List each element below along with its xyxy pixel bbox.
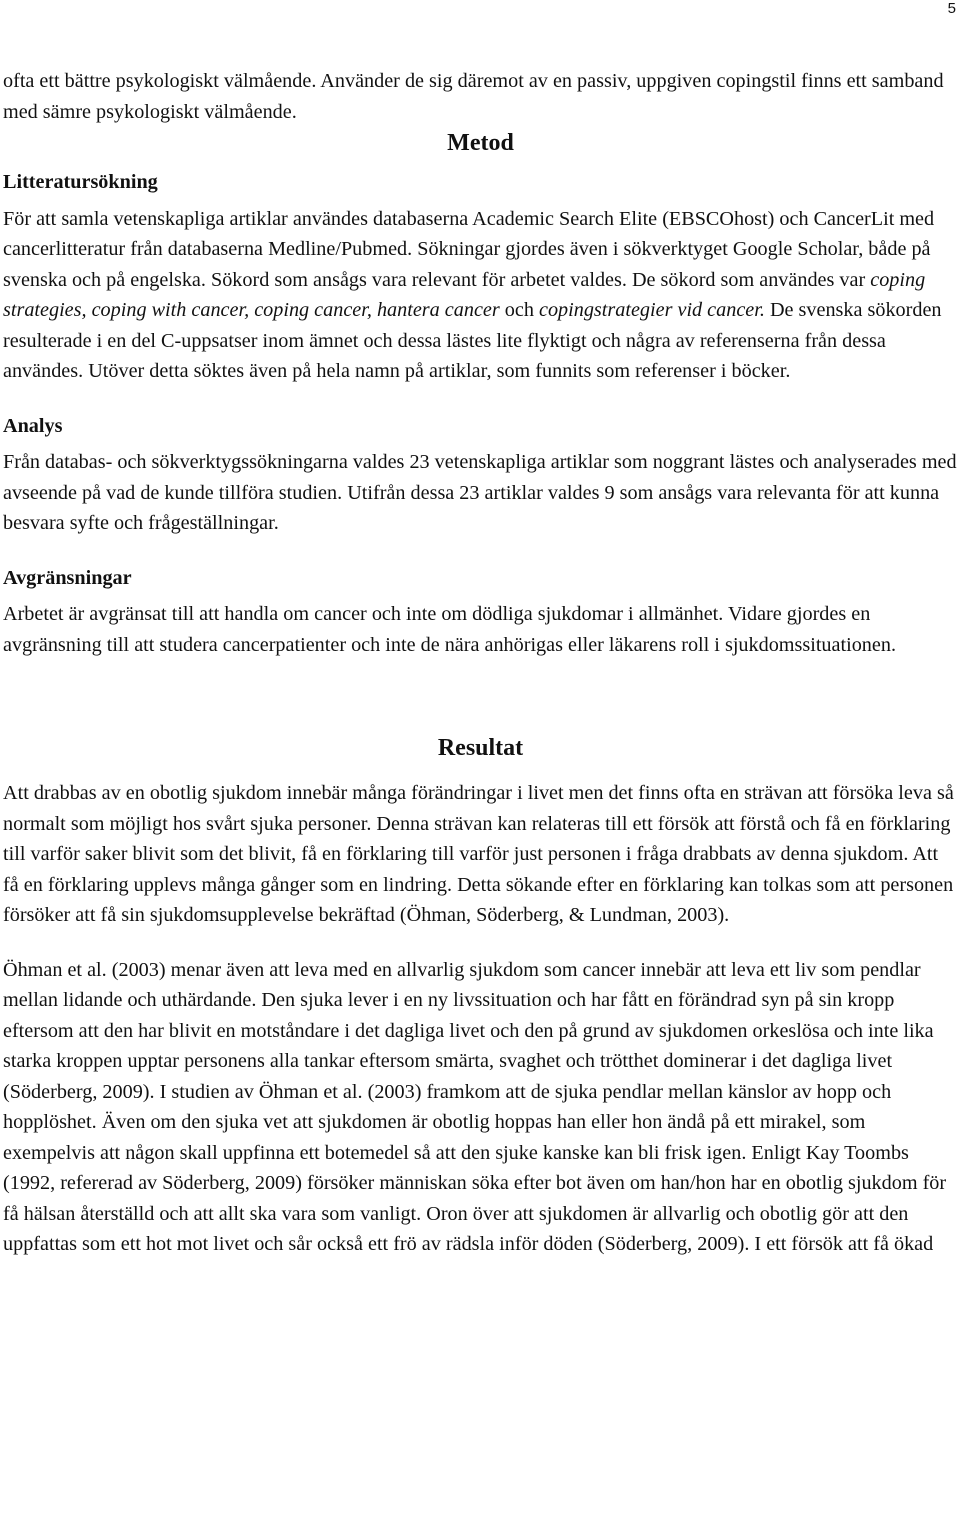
avgransningar-paragraph: Arbetet är avgränsat till att handla om cancer och inte om dödliga sjukdomar i allmänhet. Vidare gjordes en avgränsning till att studera cancerpatienter och inte de nära anhörigas eller läkarens roll i sjukdomssituationen. (3, 603, 896, 656)
resultat-paragraph-1: Att drabbas av en obotlig sjukdom innebär många förändringar i livet men det finns ofta en strävan att försöka leva så normalt som möjligt hos svårt sjuka personer. Denna strävan kan relateras till ett försök att förstå och få en förklaring till varför saker blivit som det blivit, få en förklaring till varför just personen i fråga drabbats av denna sjukdom. Att få en förklaring upplevs många gånger som en lindring. Detta sökande efter en förklaring kan tolkas som att personen försöker att få sin sjukdomsupplevelse bekräftad (Öhman, Söderberg, & Lundman, 2003). (3, 782, 954, 926)
resultat-heading: Resultat (437, 735, 524, 761)
page-number: 5 (947, 0, 956, 17)
litteratursokning-text-1: För att samla vetenskapliga artiklar användes databaserna Academic Search Elite (EBSCOhost) och CancerLit med cancerlitteratur från databaserna Medline/Pubmed. Sökningar gjordes även i sökverktyget Google Scholar, både på svenska och på engelska. Sökord som ansågs vara relevant för arbetet valdes. De sökord som användes var (3, 207, 935, 291)
and-word: och (499, 299, 539, 321)
document-body (3, 66, 958, 1260)
litteratursokning-paragraph (3, 204, 958, 387)
resultat-paragraph-2: Öhman et al. (2003) menar även att leva med en allvarlig sjukdom som cancer innebär att leva ett liv som pendlar mellan lidande och uthärdande. Den sjuka lever i en ny livssituation och har fått en förändrad syn på sin kropp eftersom att den har blivit en motståndare i det dagliga livet och den på grund av sjukdomen orkeslösa och inte lika starka kroppen upptar personens alla tankar eftersom smärta, svaghet och trötthet dominerar i det dagliga livet (Söderberg, 2009). I studien av Öhman et al. (2003) framkom att de sjuka pendlar mellan känslor av hopp och hopplöshet. Även om den sjuka vet att sjukdomen är obotlig hoppas han eller hon ändå på ett mirakel, som exempelvis att någon skall uppfinna ett botemedel så att den sjuke kanske kan bli frisk igen. Enligt Kay Toombs (1992, refererad av Söderberg, 2009) försöker människan söka efter bot även om han/hon har en obotlig sjukdom för få hälsan återställd och att allt ska vara som vanligt. Oron över att sjukdomen är allvarlig och obotlig gör att den uppfattas som ett hot mot livet och sår också ett frö av rädsla inför döden (Söderberg, 2009). I ett försök att få ökad (3, 958, 947, 1255)
analys-heading: Analys (3, 414, 63, 437)
intro-paragraph: ofta ett bättre psykologiskt välmående. Använder de sig däremot av en passiv, uppgiven copingstil finns ett samband med sämre psykologiskt välmående. (3, 70, 944, 123)
litteratursokning-heading: Litteratursökning (3, 171, 158, 193)
analys-paragraph: Från databas- och sökverktygssökningarna valdes 23 vetenskapliga artiklar som noggrant lästes och analyserades med avseende på vad de kunde tillföra studien. Utifrån dessa 23 artiklar valdes 9 som ansågs vara relevanta för att kunna besvara syfte och frågeställningar. (3, 451, 957, 534)
search-terms-swedish: copingstrategier vid cancer. (538, 299, 765, 321)
search-terms-english: coping strategies, coping with cancer, coping cancer, hantera cancer (3, 268, 926, 321)
metod-heading: Metod (447, 130, 514, 156)
litteratursokning-text-2: De svenska sökorden resulterade i en del C-uppsatser inom ämnet och dessa lästes lite flyktigt och några av referenserna från dessa användes. Utöver detta söktes även på hela namn på artiklar, som funnits som referenser i böcker. (3, 299, 942, 382)
avgransningar-heading: Avgränsningar (3, 566, 132, 589)
